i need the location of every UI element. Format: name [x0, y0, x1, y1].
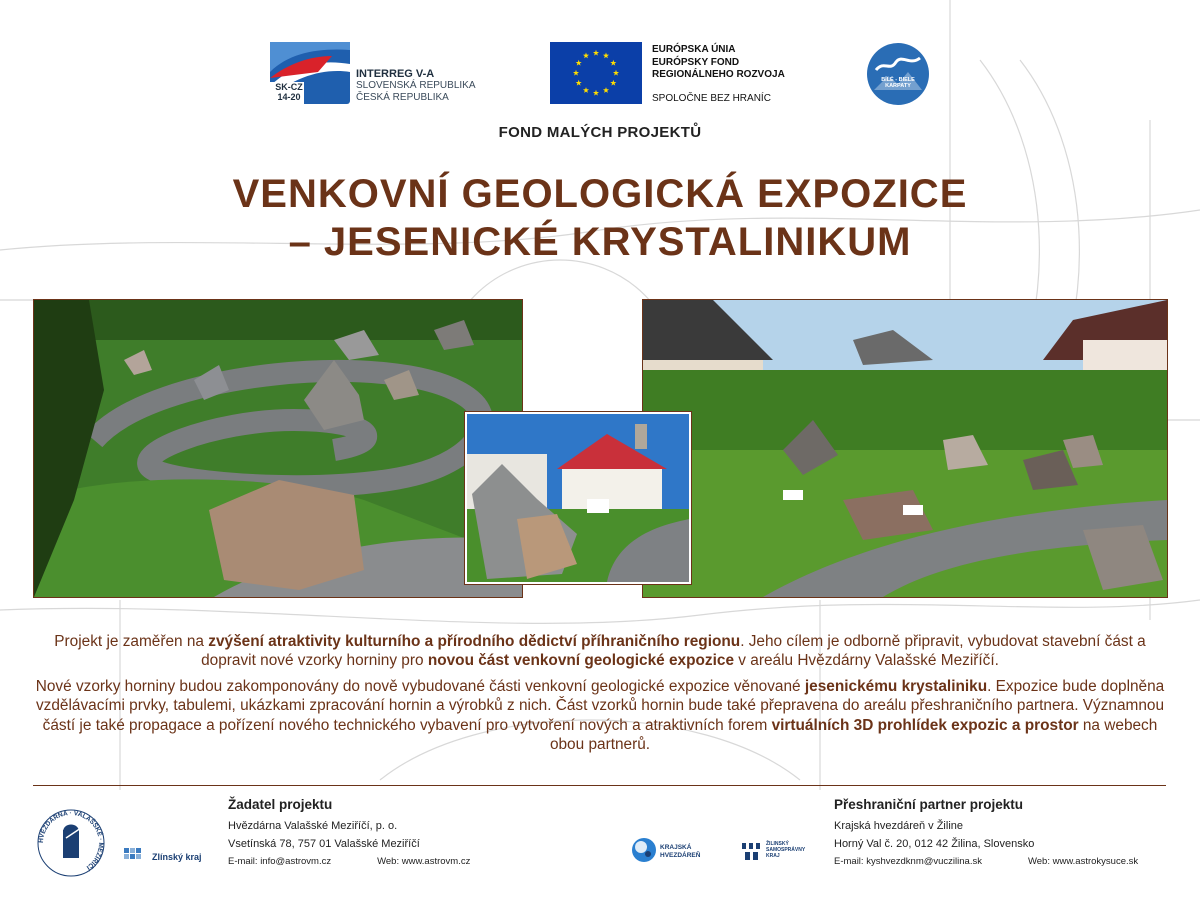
zsk-line3: KRAJ: [766, 853, 780, 859]
project-description: [30, 632, 1170, 760]
eu-line3: REGIONÁLNEHO ROZVOJA: [652, 69, 785, 80]
main-title-line2: – JESENICKÉ KRYSTALINIKUM: [288, 220, 912, 264]
eu-text: [652, 44, 785, 105]
main-title: [0, 170, 1200, 266]
p1-seg4: v areálu Hvězdárny Valašské Meziříčí.: [734, 652, 999, 670]
krajska-hvezdaren-logo: [630, 836, 710, 870]
interreg-line2: SLOVENSKÁ REPUBLIKA: [356, 80, 476, 91]
applicant-block: [228, 796, 558, 871]
p2-seg0: Nové vzorky horniny budou zakomponovány do nově vybudované části venkovní geologické expozice věnované: [35, 677, 805, 695]
interreg-line3: ČESKÁ REPUBLIKA: [356, 92, 449, 103]
eu-line1: EURÓPSKA ÚNIA: [652, 44, 736, 55]
eu-line2: EURÓPSKY FOND: [652, 56, 740, 68]
zsk-line1: ŽILINSKÝ: [766, 841, 789, 847]
applicant-web[interactable]: Web: www.astrovm.cz: [377, 856, 471, 867]
zilinsky-kraj-icon: [740, 840, 764, 864]
p1-seg3: novou část venkovní geologické expozice: [427, 652, 735, 670]
p1-seg1: zvýšení atraktivity kulturního a přírodního dědictví příhraničního regionu: [208, 633, 741, 650]
eu-logo: [550, 42, 850, 108]
p2-seg4: na webech obou partnerů.: [549, 716, 1158, 754]
hvezdarna-vm-logo: [36, 808, 106, 878]
interreg-line1: INTERREG V-A: [356, 68, 435, 80]
zilinsky-kraj-text: [766, 841, 805, 859]
photo-exhibition-garden: [33, 299, 523, 598]
applicant-heading: Žadatel projektu: [228, 797, 333, 812]
partner-web[interactable]: Web: www.astrokysuce.sk: [1027, 856, 1139, 867]
bile-biele-karpaty-text: [866, 77, 930, 89]
applicant-contact: [228, 853, 558, 871]
p1-seg0: Projekt je zaměřen na: [54, 633, 209, 650]
partner-block: [834, 796, 1174, 871]
bile-biele-karpaty-logo: [866, 42, 930, 106]
footer-divider: [33, 785, 1166, 786]
description-paragraph-2: [30, 677, 1170, 755]
main-title-line1: VENKOVNÍ GEOLOGICKÁ EXPOZICE: [232, 172, 968, 216]
p2-seg3: virtuálních 3D prohlídek expozic a prostor: [771, 716, 1079, 734]
krajska-hvezdaren-icon: [630, 836, 658, 864]
bb-line1: BÍLÉ - BIELE: [881, 77, 915, 83]
p1-seg2: . Jeho cílem je odborně připravit, vybudovat stavební část a dopravit nové vzorky horniny pro: [201, 633, 1146, 670]
p2-seg1: jesenickému krystaliniku: [804, 677, 988, 695]
bb-line2: KARPATY: [885, 83, 911, 89]
p2-seg2: . Expozice bude doplněna vzdělávacími prvky, tabulemi, ukázkami zpracování hornin a výrobků z nich. Část vzorků hornin bude také přepravena do areálu přeshraničního partnera. Významnou částí je také propagace a pořízení nového technického vybavení pro vytvoření nových a atraktivních forem: [35, 677, 1165, 734]
zsk-line2: SAMOSPRÁVNY: [766, 847, 806, 853]
description-paragraph-1: [30, 632, 1170, 671]
kh-line1: KRAJSKÁ: [660, 844, 692, 851]
photo-cottage-rocks: [465, 412, 691, 584]
krajska-hvezdaren-text: [660, 844, 700, 860]
interreg-badge: SK-CZ: [275, 82, 303, 92]
partner-heading: Přeshraniční partner projektu: [834, 797, 1024, 812]
applicant-address: Vsetínská 78, 757 01 Valašské Meziříčí: [228, 838, 420, 850]
kh-line2: HVEZDÁREŇ: [660, 852, 701, 859]
partner-contact: [834, 853, 1174, 871]
photo-exhibition-houses: [642, 299, 1168, 598]
hvm-ring-text: HVĚZDÁRNA · VALAŠSKÉ · MEZIŘÍČÍ: [37, 809, 105, 871]
interreg-years: 14-20: [277, 92, 301, 102]
applicant-email[interactable]: E-mail: info@astrovm.cz: [228, 856, 332, 867]
applicant-name: Hvězdárna Valašské Meziříčí, p. o.: [228, 820, 398, 832]
zlinsky-kraj-icon: [122, 846, 148, 866]
eu-motto: SPOLOČNE BEZ HRANÍC: [652, 92, 771, 104]
fund-title: FOND MALÝCH PROJEKTŮ: [498, 124, 702, 141]
zlinsky-kraj-logo: [122, 846, 212, 866]
interreg-text: [356, 68, 476, 104]
partner-address: Horný Val č. 20, 012 42 Žilina, Slovensko: [834, 838, 1035, 850]
partner-name: Krajská hvezdáreň v Žiline: [834, 820, 964, 832]
eu-flag-icon: [550, 42, 642, 104]
partner-email[interactable]: E-mail: kyshvezdknm@vuczilina.sk: [834, 856, 982, 867]
zilinsky-kraj-logo: [740, 840, 806, 868]
interreg-logo: [270, 42, 530, 108]
bile-biele-karpaty-icon: [866, 42, 930, 106]
observatory-icon: [36, 808, 106, 878]
zlinsky-kraj-text: Zlínský kraj: [152, 852, 202, 862]
